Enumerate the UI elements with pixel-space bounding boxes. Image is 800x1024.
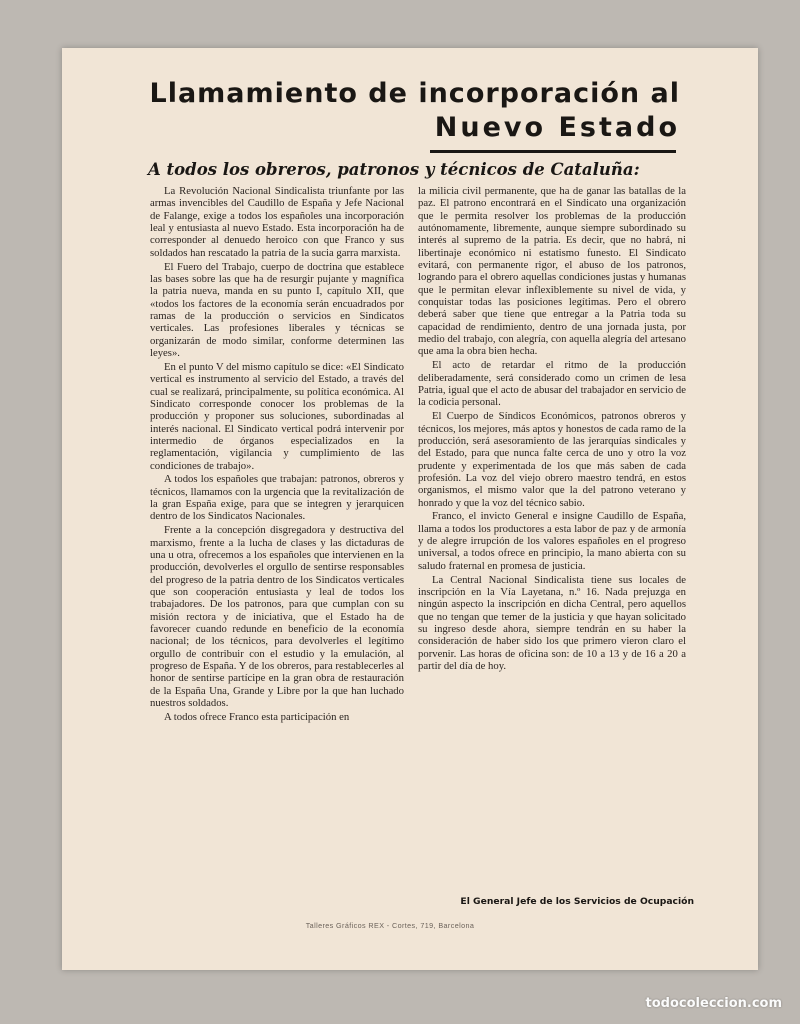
paragraph: Frente a la concepción disgregadora y destructiva del marxismo, frente a la lucha de clases y las dictaduras de una u otra, ofrecemos a los españoles que intervienen en la producción, devolverles el orgullo de sentirse responsables del progreso de la patria dentro de los Sindicatos verticales que son cooperación entusiasta y leal de todos los trabajadores. De los patronos, para que cumplan con su misión rectora y de iniciativa, que el Estado ha de favorecer cuando redunde en beneficio de la economía nacional; de los técnicos, para devolverles el legítimo orgullo de contribuir con el estudio y la emulación, al progreso de España. Y de los obreros, para restablecerles al honor de sentirse partícipe en la gran obra de restauración de la España Una, Grande y Libre por la que han luchado nuestros soldados. [150, 524, 404, 710]
paragraph: El Fuero del Trabajo, cuerpo de doctrina que establece las bases sobre las que ha de resurgir pujante y magnífica la patria nueva, manda en su punto I, capítulo XII, que «todos los factores de la economía serán encuadrados por ramas de la producción o servicios en Sindicatos verticales. Las profesiones liberales y técnicas se organizarán de modo similar, conforme determinen las leyes». [150, 260, 404, 359]
paragraph: La Central Nacional Sindicalista tiene sus locales de inscripción en la Vía Layetana, n.º 16. Nada prejuzga en ningún aspecto la inscripción en dicha Central, pero aquellos que no tengan que temer de la justicia y que hayan solicitado su ingreso desde ahora, siempre tendrán en su haber la consideración de haber sido los que primero vieron claro el porvenir. Las horas de oficina son: de 10 a 13 y de 16 a 20 a partir del día de hoy. [418, 573, 686, 673]
paragraph: A todos ofrece Franco esta participación en [164, 710, 350, 723]
left-column [150, 185, 404, 725]
title-underline [430, 150, 676, 153]
title-line-1: Llamamiento de incorporación al [149, 78, 680, 109]
paragraph: A todos los españoles que trabajan: patronos, obreros y técnicos, llamamos con la urgencia que la revitalización de la gran España exige, para que se integren y jerarquicen dentro de los Sindicatos Nacionales. [150, 473, 404, 523]
paragraph: la milicia civil permanente, que ha de ganar las batallas de la paz. El patrono encontrará en el Sindicato una organización que le permita resolver los problemas de la producción autónomamente, libremente, aunque siempre subordinado su interés al supremo de la patria. Es decir, que no habrá, ni libertinaje económico ni estatismo funesto. El Sindicato evitará, con permanente rigor, el abuso de los patronos, logrando para el obrero aquellas condiciones justas y humanas que le permitan elevar inflexiblemente su nivel de vida, y conquistar todas las posiciones legítimas. Pero el obrero deberá saber que tiene que entregar a la Patria toda su capacidad de rendimiento, dentro de una jornada justa, por medio del trabajo, con alegría, con aquella alegría del artesano que ama la obra bien hecha. [418, 185, 686, 358]
subtitle: A todos los obreros, patronos y técnicos de Cataluña: [148, 160, 640, 179]
printer-imprint: Talleres Gráficos REX - Cortes, 719, Barcelona [305, 921, 475, 930]
signature: El General Jefe de los Servicios de Ocupación [460, 896, 694, 907]
right-column [418, 185, 686, 674]
paragraph: El acto de retardar el ritmo de la producción deliberadamente, será considerado como un crimen de lesa Patria, igual que el acto de abusar del trabajador en servicio de la codicia personal. [418, 359, 686, 409]
watermark: todocoleccion.com [645, 996, 782, 1011]
leaflet-sheet [62, 48, 758, 970]
paragraph: Franco, el invicto General e insigne Caudillo de España, llama a todos los productores a esta labor de paz y de armonía y de alegre irrupción de los valores españoles en el progreso universal, a todos ofrece en principio, la mano abierta con su saludo fraternal en promesa de justicia. [418, 510, 686, 572]
paragraph: El Cuerpo de Síndicos Económicos, patronos obreros y técnicos, los mejores, más aptos y honestos de cada ramo de la producción, será asesoramiento de las jerarquías sindicales y del Estado, para que nunca falte cerca de uno y otro la voz prudente y experimentada de los que más saben de cada profesión. La voz del viejo obrero maestro tendrá, en estos organismos, el mismo valor que la del patrono veterano y honrado y que la voz del técnico sabio. [418, 410, 687, 509]
paragraph: En el punto V del mismo capítulo se dice: «El Sindicato vertical es instrumento al servicio del Estado, a través del cual se realizará, principalmente, su política económica. Al Sindicato corresponde conocer los problemas de la producción y proponer sus soluciones, subordinadas al interés nacional. El Sindicato vertical podrá intervenir por intermedio de órganos especializados en la reglamentación, vigilancia y cumplimiento de las condiciones de trabajo». [150, 360, 404, 472]
title-line-2: Nuevo Estado [434, 112, 680, 143]
paragraph: La Revolución Nacional Sindicalista triunfante por las armas invencibles del Caudillo de España y Jefe Nacional de Falange, exige a todos los españoles una incorporación leal y entusiasta al nuevo Estado. Esta incorporación ha de corresponder al denuedo heroico con que Franco y sus soldados han rescatado la patria de la sucia garra marxista. [150, 185, 404, 259]
